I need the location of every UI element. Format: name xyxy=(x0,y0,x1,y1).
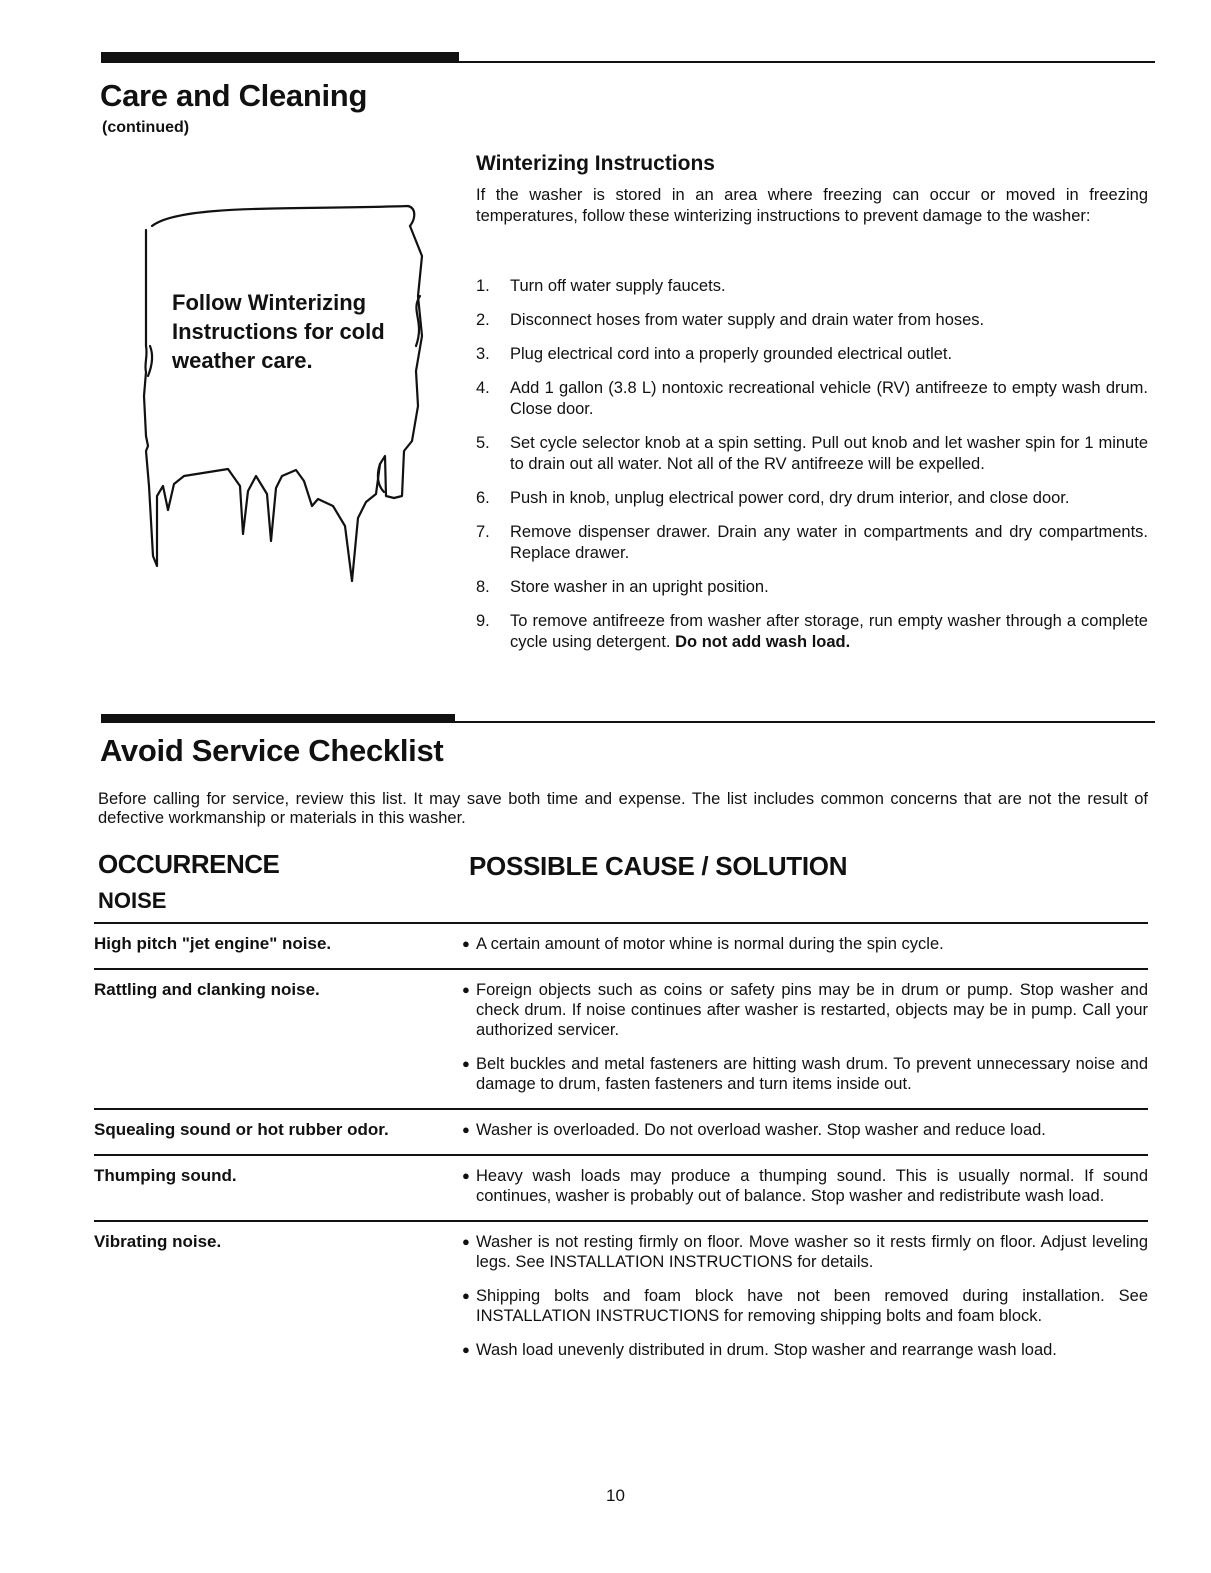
step-text: Set cycle selector knob at a spin setting. Pull out knob and let washer spin for 1 minute to drain out all water. Not all of the RV antifreeze will be expelled. xyxy=(510,434,1148,473)
step-item xyxy=(476,577,1148,598)
occurrence-header: OCCURRENCE xyxy=(98,849,280,879)
table-row xyxy=(94,1154,1148,1220)
step-item xyxy=(476,276,1148,297)
step-item xyxy=(476,433,1148,475)
solution-cell xyxy=(462,1232,1148,1374)
step-item xyxy=(476,310,1148,331)
solution-item: ● Foreign objects such as coins or safety pins may be in drum or pump. Stop washer and check drum. If noise continues after washer is restarted, objects may be in pump. Call your authorized servicer. xyxy=(462,981,1148,1039)
step-number: 9. xyxy=(476,612,490,630)
solution-item: ● Wash load unevenly distributed in drum. Stop washer and rearrange wash load. xyxy=(462,1341,1057,1359)
step-number: 5. xyxy=(476,434,490,452)
checklist-table xyxy=(94,922,1148,1374)
category-label: NOISE xyxy=(98,888,167,913)
solution-item: ● Washer is overloaded. Do not overload washer. Stop washer and reduce load. xyxy=(462,1121,1046,1139)
step-item xyxy=(476,522,1148,564)
bullet-icon: ● xyxy=(462,1234,470,1249)
page-number: 10 xyxy=(606,1486,625,1505)
solution-item: ● A certain amount of motor whine is normal during the spin cycle. xyxy=(462,935,944,953)
step-warning: Do not add wash load. xyxy=(675,633,851,651)
checklist-intro: Before calling for service, review this list. It may save both time and expense. The list includes common concerns that are not the result of defective workmanship or materials in this washer. xyxy=(98,790,1148,827)
table-row xyxy=(94,968,1148,1108)
step-text: Store washer in an upright position. xyxy=(510,578,769,596)
solution-item: ● Shipping bolts and foam block have not been removed during installation. See INSTALLATION INSTRUCTIONS for removing shipping bolts and foam block. xyxy=(462,1287,1148,1325)
checklist-rule-thin xyxy=(101,721,1155,723)
top-rule-thick xyxy=(101,52,459,61)
bullet-icon: ● xyxy=(462,1342,470,1357)
solution-item: ● Belt buckles and metal fasteners are hitting wash drum. To prevent unnecessary noise and damage to drum, fasten fasteners and turn items inside out. xyxy=(462,1055,1148,1093)
callout-text: Follow Winterizing Instructions for cold weather care. xyxy=(172,290,385,373)
step-number: 8. xyxy=(476,578,490,596)
step-number: 7. xyxy=(476,523,490,541)
step-text: Push in knob, unplug electrical power cord, dry drum interior, and close door. xyxy=(510,489,1070,507)
solution-cell xyxy=(462,1120,1148,1154)
solution-item: ● Heavy wash loads may produce a thumping sound. This is usually normal. If sound continues, washer is probably out of balance. Stop washer and redistribute wash load. xyxy=(462,1167,1148,1205)
bullet-icon: ● xyxy=(462,1056,470,1071)
step-text: Turn off water supply faucets. xyxy=(510,277,726,295)
occurrence-cell: Thumping sound. xyxy=(94,1166,237,1185)
occurrence-cell: Vibrating noise. xyxy=(94,1232,222,1251)
bullet-icon: ● xyxy=(462,1168,470,1183)
step-text: Disconnect hoses from water supply and drain water from hoses. xyxy=(510,311,985,329)
step-item xyxy=(476,488,1148,509)
solution-item: ● Washer is not resting firmly on floor. Move washer so it rests firmly on floor. Adjust leveling legs. See INSTALLATION INSTRUCTIONS for details. xyxy=(462,1233,1148,1271)
step-item xyxy=(476,611,1148,653)
winterizing-title: Winterizing Instructions xyxy=(476,152,715,175)
step-number: 2. xyxy=(476,311,490,329)
step-number: 6. xyxy=(476,489,490,507)
step-text: Add 1 gallon (3.8 L) nontoxic recreational vehicle (RV) antifreeze to empty wash drum. Close door. xyxy=(510,379,1148,418)
step-item xyxy=(476,344,1148,365)
step-text: Plug electrical cord into a properly grounded electrical outlet. xyxy=(510,345,953,363)
bullet-icon: ● xyxy=(462,1288,470,1303)
occurrence-cell: Rattling and clanking noise. xyxy=(94,980,320,999)
solution-cell xyxy=(462,934,1148,968)
step-number: 1. xyxy=(476,277,490,295)
care-subtitle: (continued) xyxy=(102,119,190,136)
solution-cell xyxy=(462,1166,1148,1220)
solution-cell xyxy=(462,980,1148,1108)
step-text: Remove dispenser drawer. Drain any water in compartments and dry compartments. Replace drawer. xyxy=(510,523,1148,562)
step-number: 3. xyxy=(476,345,490,363)
bullet-icon: ● xyxy=(462,982,470,997)
step-text: To remove antifreeze from washer after storage, run empty washer through a complete cycle using detergent. Do not add wash load. xyxy=(510,612,1148,651)
winterizing-intro: If the washer is stored in an area where freezing can occur or moved in freezing temperatures, follow these winterizing instructions to prevent damage to the washer: xyxy=(476,186,1148,225)
frozen-icicle-frame-icon xyxy=(140,196,430,586)
table-row xyxy=(94,1108,1148,1154)
bullet-icon: ● xyxy=(462,936,470,951)
step-item xyxy=(476,378,1148,420)
winterizing-callout xyxy=(140,196,430,586)
winterizing-steps xyxy=(476,276,1148,666)
table-row xyxy=(94,922,1148,968)
bullet-icon: ● xyxy=(462,1122,470,1137)
occurrence-cell: High pitch "jet engine" noise. xyxy=(94,934,332,953)
occurrence-cell: Squealing sound or hot rubber odor. xyxy=(94,1120,389,1139)
cause-header: POSSIBLE CAUSE / SOLUTION xyxy=(469,851,848,881)
table-row xyxy=(94,1220,1148,1374)
top-rule-thin xyxy=(101,61,1155,63)
step-number: 4. xyxy=(476,379,490,397)
care-title: Care and Cleaning xyxy=(100,78,368,113)
checklist-title: Avoid Service Checklist xyxy=(100,733,444,768)
